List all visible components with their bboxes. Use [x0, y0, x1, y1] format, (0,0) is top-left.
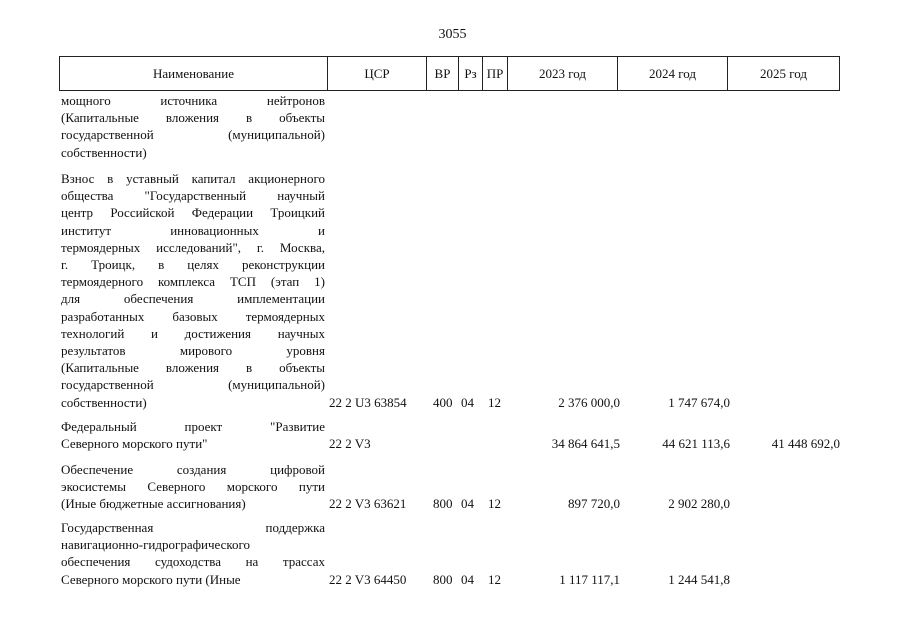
header-vr: ВР	[427, 57, 459, 90]
row-name-line: (Капитальные вложения в объекты	[61, 360, 325, 376]
row-name-line: Взнос в уставный капитал акционерного	[61, 171, 325, 186]
header-2024: 2024 год	[618, 57, 728, 90]
row-vr: 400	[433, 394, 453, 410]
row-name-line: центр Российской Федерации Троицкий	[61, 205, 325, 221]
row-name-line: результатов мирового уровня	[61, 343, 325, 359]
row-csr: 22 2 U3 63854	[329, 394, 407, 410]
row-name-line: Федеральный проект "Развитие	[61, 419, 325, 434]
row-name-line: экосистемы Северного морского пути	[61, 479, 325, 495]
row-name-line: (Иные бюджетные ассигнования)	[61, 496, 246, 512]
row-name-line: (Капитальные вложения в объекты	[61, 110, 325, 126]
row-name	[61, 418, 325, 452]
row-rz: 04	[461, 571, 474, 587]
row-name-line: Государственная поддержка	[61, 520, 325, 535]
row-csr: 22 2 V3 63621	[329, 496, 407, 512]
row-name-line: государственной (муниципальной)	[61, 377, 325, 393]
header-2025: 2025 год	[760, 65, 807, 81]
row-2024: 44 621 113,6	[662, 436, 730, 452]
row-2024: 1 747 674,0	[668, 394, 730, 410]
row-name-line: Обеспечение создания цифровой	[61, 462, 325, 477]
row-name-line: собственности)	[61, 394, 147, 410]
header-rz: Рз	[459, 57, 483, 90]
row-2023: 34 864 641,5	[551, 436, 620, 452]
row-rz: 04	[461, 394, 474, 410]
row-name	[61, 519, 325, 588]
row-2024: 2 902 280,0	[668, 496, 730, 512]
row-rz: 04	[461, 496, 474, 512]
row-name-line: технологий и достижения научных	[61, 325, 325, 341]
row-name-line: термоядерных исследований", г. Москва,	[61, 239, 325, 255]
row-2023: 2 376 000,0	[558, 394, 620, 410]
row-name-line: собственности)	[61, 144, 147, 160]
row-name-line: термоядерного комплекса ТСП (этап 1)	[61, 274, 325, 290]
row-name-line: навигационно-гидрографического	[61, 537, 251, 553]
row-name-line: общества "Государственный научный	[61, 188, 325, 204]
row-name-line: обеспечения судоходства на трассах	[61, 554, 325, 570]
row-name-line: государственной (муниципальной)	[61, 127, 325, 143]
row-name-line: для обеспечения имплементации	[61, 291, 325, 307]
row-pr: 12	[488, 394, 501, 410]
header-pr: ПР	[483, 57, 508, 90]
page-number: 3055	[438, 27, 467, 42]
row-vr: 800	[433, 571, 453, 587]
row-2023: 897 720,0	[568, 496, 620, 512]
row-vr: 800	[433, 496, 453, 512]
row-name	[61, 92, 325, 161]
row-name-line: Северного морского пути (Иные	[61, 571, 241, 587]
table-header	[59, 56, 840, 91]
row-name-line: г. Троицк, в целях реконструкции	[61, 257, 325, 273]
row-csr: 22 2 V3	[329, 436, 371, 452]
row-name-line: мощного источника нейтронов	[61, 93, 325, 108]
header-csr: ЦСР	[328, 57, 427, 90]
header-name: Наименование	[60, 57, 328, 90]
row-name-line: институт инновационных и	[61, 222, 325, 238]
row-2024: 1 244 541,8	[668, 571, 730, 587]
row-name	[61, 461, 325, 513]
row-name	[61, 170, 325, 411]
row-2023: 1 117 117,1	[559, 571, 620, 587]
row-name-line: Северного морского пути"	[61, 436, 208, 452]
row-csr: 22 2 V3 64450	[329, 571, 407, 587]
row-pr: 12	[488, 496, 501, 512]
row-name-line: разработанных базовых термоядерных	[61, 308, 325, 324]
row-pr: 12	[488, 571, 501, 587]
row-2025: 41 448 692,0	[771, 436, 840, 452]
header-2023: 2023 год	[508, 57, 618, 90]
